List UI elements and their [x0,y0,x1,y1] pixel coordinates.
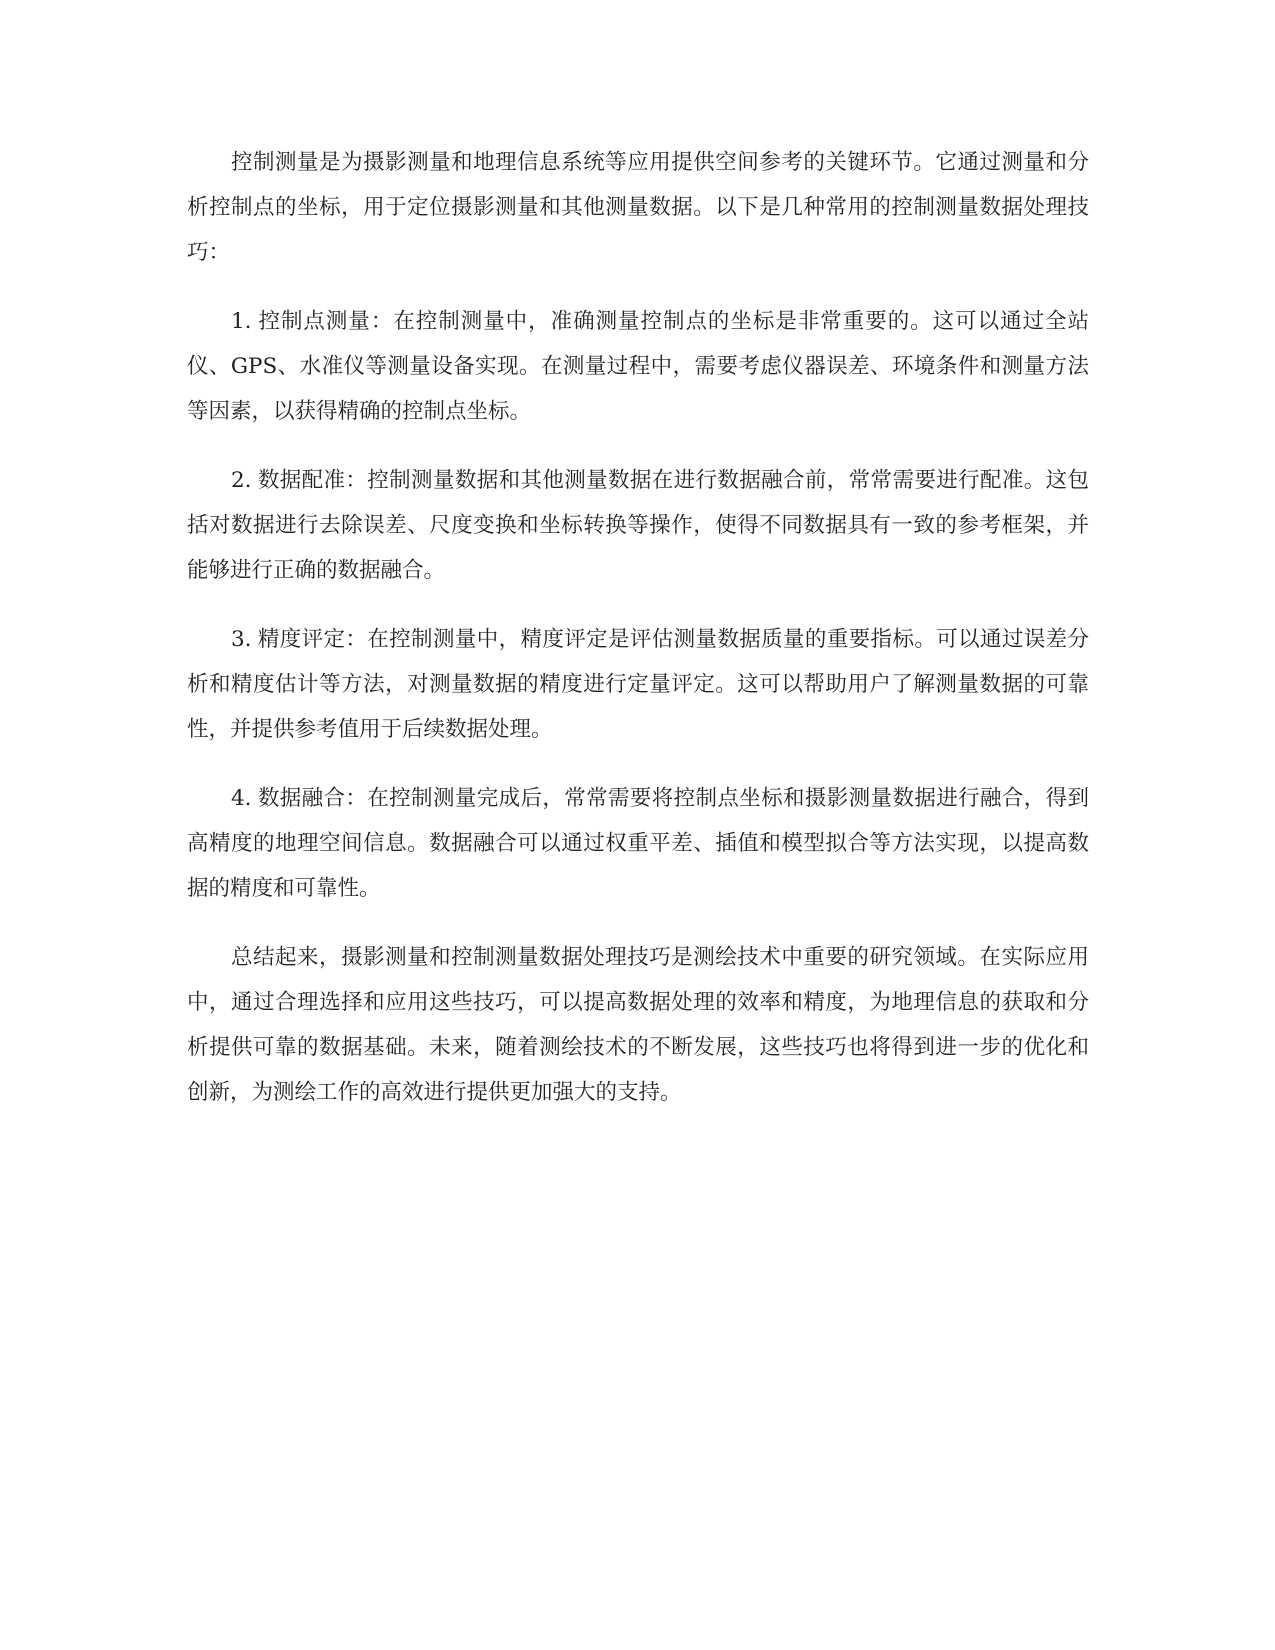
list-item-data-fusion [187,776,1089,911]
list-item-text: 数据融合：在控制测量完成后，常常需要将控制点坐标和摄影测量数据进行融合，得到高精度的地理空间信息。数据融合可以通过权重平差、插值和模型拟合等方法实现，以提高数据的精度和可靠性。 [187,786,1089,901]
list-item-number: 3. [231,627,252,652]
document-body [187,140,1089,1139]
list-item-control-point-measurement [187,299,1089,434]
list-item-accuracy-assessment [187,617,1089,752]
list-item-data-registration [187,458,1089,593]
conclusion-paragraph: 总结起来，摄影测量和控制测量数据处理技巧是测绘技术中重要的研究领域。在实际应用中，通过合理选择和应用这些技巧，可以提高数据处理的效率和精度，为地理信息的获取和分析提供可靠的数据基础。未来，随着测绘技术的不断发展，这些技巧也将得到进一步的优化和创新，为测绘工作的高效进行提供更加强大的支持。 [187,945,1089,1105]
list-item-number: 2. [231,468,252,493]
list-item-number: 4. [231,786,252,811]
list-item-text: 控制点测量：在控制测量中，准确测量控制点的坐标是非常重要的。这可以通过全站仪、GPS、水准仪等测量设备实现。在测量过程中，需要考虑仪器误差、环境条件和测量方法等因素，以获得精确的控制点坐标。 [187,309,1089,424]
list-item-text: 数据配准：控制测量数据和其他测量数据在进行数据融合前，常常需要进行配准。这包括对数据进行去除误差、尺度变换和坐标转换等操作，使得不同数据具有一致的参考框架，并能够进行正确的数据融合。 [187,468,1089,583]
list-item-text: 精度评定：在控制测量中，精度评定是评估测量数据质量的重要指标。可以通过误差分析和精度估计等方法，对测量数据的精度进行定量评定。这可以帮助用户了解测量数据的可靠性，并提供参考值用于后续数据处理。 [187,627,1089,742]
list-item-number: 1. [231,309,252,334]
intro-paragraph: 控制测量是为摄影测量和地理信息系统等应用提供空间参考的关键环节。它通过测量和分析控制点的坐标，用于定位摄影测量和其他测量数据。以下是几种常用的控制测量数据处理技巧： [187,150,1089,265]
